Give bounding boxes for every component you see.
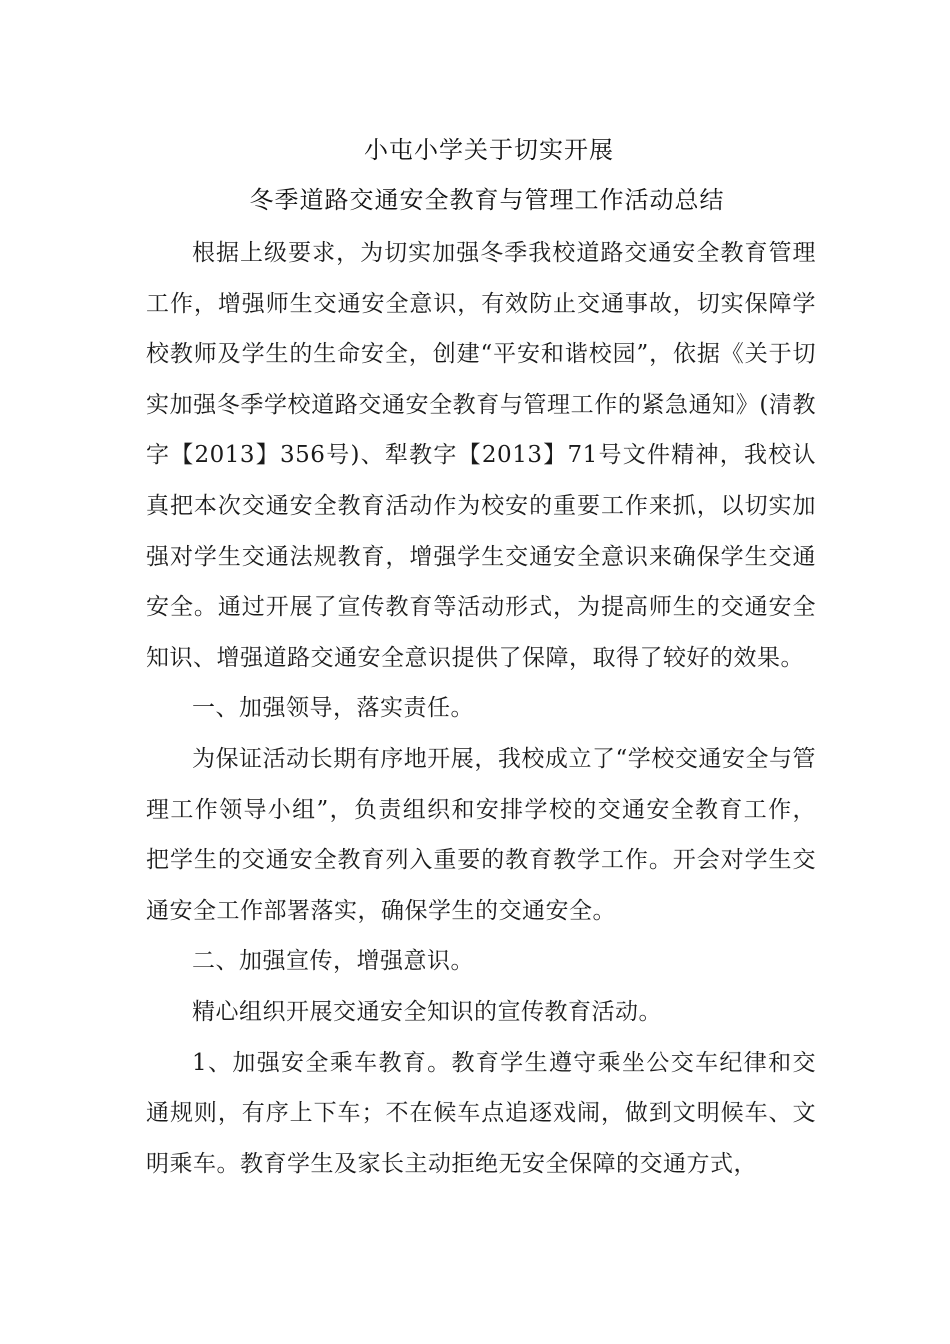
document-title-line-2: 冬季道路交通安全教育与管理工作活动总结 — [249, 186, 725, 214]
section-heading-1: 一、加强领导，落实责任。 — [192, 695, 474, 722]
section-1-paragraph: 为保证活动长期有序地开展，我校成立了“学校交通安全与管理工作领导小组”，负责组织和安排学校的交通安全教育工作，把学生的交通安全教育列入重要的教育教学工作。开会对学生交通安全工作部署落实，确保学生的交通安全。 — [146, 745, 816, 924]
section-heading-2: 二、加强宣传，增强意识。 — [192, 948, 474, 975]
document-title-line-1: 小屯小学关于切实开展 — [364, 136, 614, 164]
section-2-paragraph: 精心组织开展交通安全知识的宣传教育活动。 — [192, 998, 662, 1025]
section-2-item-1: 1、加强安全乘车教育。教育学生遵守乘坐公交车纪律和交通规则，有序上下车；不在候车点追逐戏闹，做到文明候车、文明乘车。教育学生及家长主动拒绝无安全保障的交通方式， — [146, 1049, 816, 1177]
intro-paragraph: 根据上级要求，为切实加强冬季我校道路交通安全教育管理工作，增强师生交通安全意识，有效防止交通事故，切实保障学校教师及学生的生命安全，创建“平安和谐校园”，依据《关于切实加强冬季学校道路交通安全教育与管理工作的紧急通知》(清教字【2013】356号)、犁教字【2013】71号文件精神，我校认真把本次交通安全教育活动作为校安的重要工作来抓，以切实加强对学生交通法规教育，增强学生交通安全意识来确保学生交通安全。通过开展了宣传教育等活动形式，为提高师生的交通安全知识、增强道路交通安全意识提供了保障，取得了较好的效果。 — [146, 240, 816, 671]
document-body — [146, 228, 816, 1189]
